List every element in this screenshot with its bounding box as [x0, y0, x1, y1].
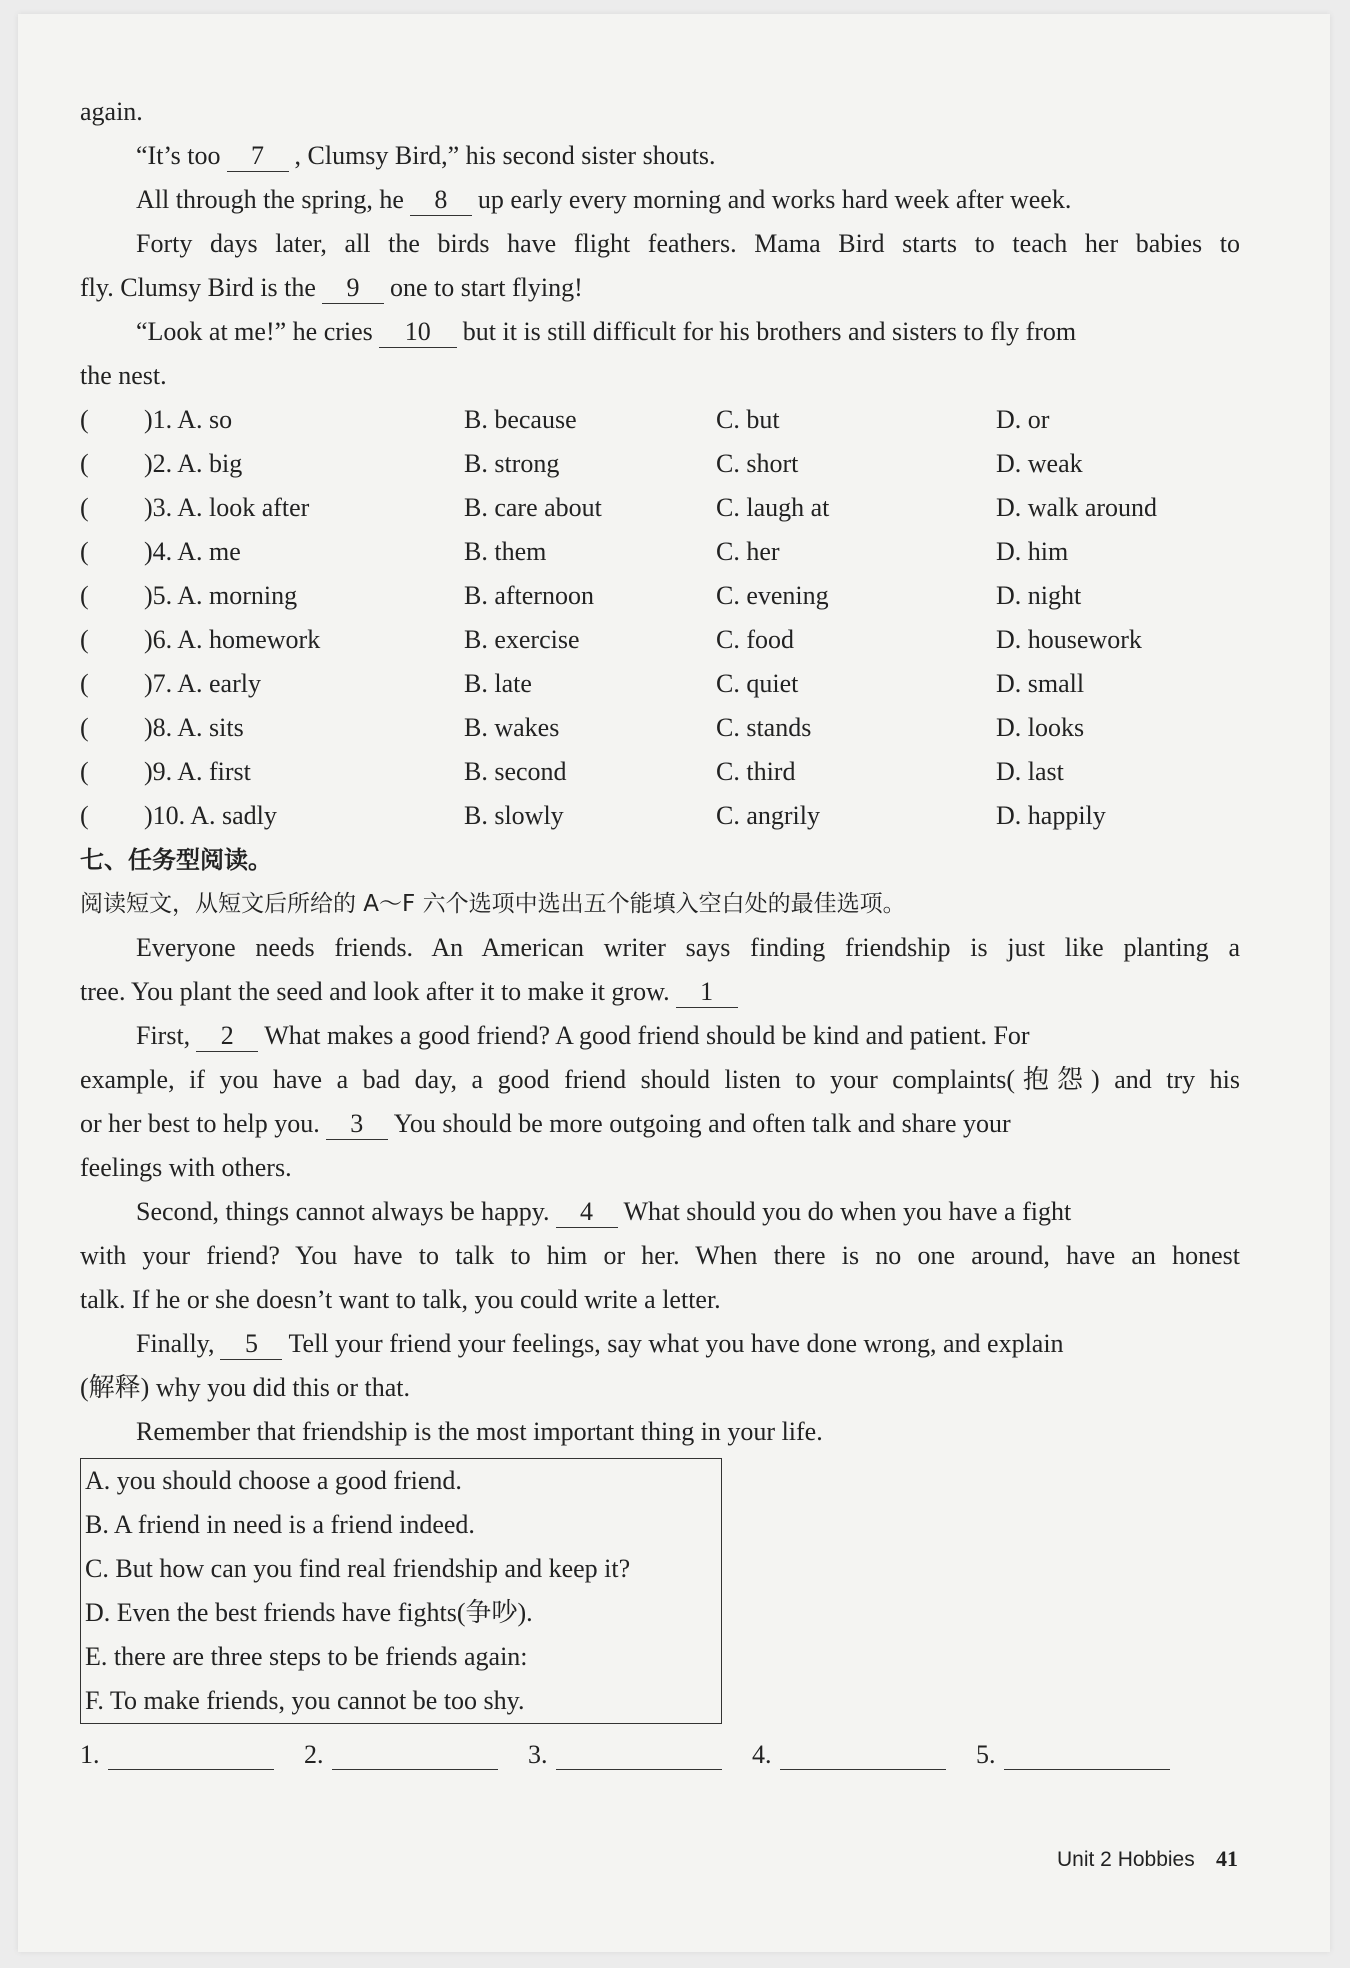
option-a: )7. A. early	[144, 669, 261, 698]
answer-underline[interactable]	[780, 1741, 946, 1770]
option-d: D. walk around	[996, 493, 1158, 522]
text: Forty days later, all the birds have flight feathers. Mama Bird starts to teach her babies to	[136, 229, 1240, 258]
text: again.	[80, 97, 143, 126]
option-row	[80, 618, 1240, 662]
answer-paren[interactable]: (	[80, 713, 89, 742]
option-c: C. quiet	[716, 669, 799, 698]
answer-paren[interactable]: (	[80, 625, 89, 654]
passage-line	[80, 134, 1240, 178]
text: up early every morning and works hard week after week.	[477, 185, 1072, 214]
passage-line	[80, 926, 1240, 970]
answer-label: 4.	[752, 1740, 772, 1769]
text: Second, things cannot always be happy.	[136, 1197, 550, 1226]
option-a: )8. A. sits	[144, 713, 244, 742]
text: example, if you have a bad day, a good friend should listen to your complaints(抱怨) and try his	[80, 1065, 1240, 1094]
text: or her best to help you.	[80, 1109, 320, 1138]
text: Everyone needs friends. An American writer says finding friendship is just like planting a	[136, 933, 1240, 962]
text: talk. If he or she doesn’t want to talk, you could write a letter.	[80, 1285, 721, 1314]
answer-paren[interactable]: (	[80, 669, 89, 698]
passage-line	[80, 178, 1240, 222]
option-a: )4. A. me	[144, 537, 241, 566]
option-row	[80, 530, 1240, 574]
passage-line	[80, 266, 1240, 310]
answer-paren[interactable]: (	[80, 757, 89, 786]
option-c: C. third	[716, 757, 796, 786]
option-a: )5. A. morning	[144, 581, 298, 610]
answer-2[interactable]	[304, 1740, 498, 1770]
answer-label: 2.	[304, 1740, 324, 1769]
answer-paren[interactable]: (	[80, 405, 89, 434]
option-c: C. short	[716, 449, 799, 478]
text: with your friend? You have to talk to him or her. When there is no one around, have an honest	[80, 1241, 1240, 1270]
option-a: )9. A. first	[144, 757, 251, 786]
option-c: C. angrily	[716, 801, 820, 830]
answer-lines	[80, 1730, 1240, 1790]
option-b: B. second	[464, 757, 567, 786]
passage-line	[80, 1102, 1240, 1146]
option-c: C. but	[716, 405, 780, 434]
section-instruction: 阅读短文，从短文后所给的 A～F 六个选项中选出五个能填入空白处的最佳选项。	[80, 891, 906, 917]
option-b: B. wakes	[464, 713, 560, 742]
option-d: D. him	[996, 537, 1069, 566]
passage-line	[80, 1366, 1240, 1410]
option-row	[80, 574, 1240, 618]
option-d: D. or	[996, 405, 1050, 434]
option-d: D. weak	[996, 449, 1083, 478]
option-c: C. food	[716, 625, 794, 654]
option-c: C. her	[716, 537, 780, 566]
blank-4[interactable]: 4	[556, 1197, 618, 1228]
option-row	[80, 706, 1240, 750]
answer-5[interactable]	[976, 1740, 1170, 1770]
choice-item: E. there are three steps to be friends again:	[85, 1642, 528, 1671]
page-content	[80, 90, 1240, 1790]
passage-line	[80, 1322, 1240, 1366]
passage-line	[80, 1014, 1240, 1058]
choice-item: B. A friend in need is a friend indeed.	[85, 1510, 475, 1539]
option-c: C. stands	[716, 713, 812, 742]
option-row	[80, 662, 1240, 706]
text: (解释) why you did this or that.	[80, 1373, 411, 1402]
choice-item: F. To make friends, you cannot be too shy.	[85, 1686, 525, 1715]
unit-title: Unit 2 Hobbies	[1057, 1848, 1195, 1871]
page-number: 41	[1216, 1846, 1238, 1871]
option-a: )1. A. so	[144, 405, 233, 434]
choices-box	[80, 1458, 722, 1724]
text: You should be more outgoing and often talk and share your	[393, 1109, 1011, 1138]
option-b: B. slowly	[464, 801, 564, 830]
option-d: D. small	[996, 669, 1085, 698]
option-b: B. afternoon	[464, 581, 594, 610]
option-a: )3. A. look after	[144, 493, 310, 522]
text: Finally,	[136, 1329, 215, 1358]
option-d: D. housework	[996, 625, 1142, 654]
option-d: D. looks	[996, 713, 1085, 742]
answer-paren[interactable]: (	[80, 537, 89, 566]
option-b: B. late	[464, 669, 532, 698]
option-b: B. because	[464, 405, 577, 434]
passage-line	[80, 1058, 1240, 1102]
option-row	[80, 398, 1240, 442]
text: “It’s too	[136, 141, 221, 170]
answer-4[interactable]	[752, 1740, 946, 1770]
blank-5[interactable]: 5	[220, 1329, 282, 1360]
passage-line	[80, 1410, 1240, 1454]
passage-line	[80, 1234, 1240, 1278]
text: one to start flying!	[389, 273, 583, 302]
passage-line	[80, 1190, 1240, 1234]
blank-1[interactable]: 1	[676, 977, 738, 1008]
option-c: C. evening	[716, 581, 829, 610]
option-a: )6. A. homework	[144, 625, 321, 654]
option-b: B. exercise	[464, 625, 580, 654]
passage-line	[80, 90, 1240, 134]
option-d: D. last	[996, 757, 1064, 786]
blank-7[interactable]: 7	[227, 141, 289, 172]
blank-3[interactable]: 3	[326, 1109, 388, 1140]
section-heading: 七、任务型阅读。	[80, 846, 272, 874]
blank-8[interactable]: 8	[410, 185, 472, 216]
passage-line	[80, 310, 1240, 354]
blank-2[interactable]: 2	[196, 1021, 258, 1052]
answer-label: 5.	[976, 1740, 996, 1769]
options-list	[80, 398, 1240, 838]
answer-underline[interactable]	[332, 1741, 498, 1770]
option-b: B. them	[464, 537, 547, 566]
text: All through the spring, he	[136, 185, 404, 214]
text: Tell your friend your feelings, say what you have done wrong, and explain	[288, 1329, 1064, 1358]
answer-underline[interactable]	[556, 1741, 722, 1770]
option-b: B. care about	[464, 493, 602, 522]
answer-paren[interactable]: (	[80, 801, 89, 830]
option-a: )10. A. sadly	[144, 801, 277, 830]
answer-underline[interactable]	[1004, 1741, 1170, 1770]
text: “Look at me!” he cries	[136, 317, 373, 346]
page-footer	[1057, 1846, 1238, 1872]
blank-9[interactable]: 9	[322, 273, 384, 304]
passage-line	[80, 970, 1240, 1014]
option-d: D. happily	[996, 801, 1106, 830]
text: feelings with others.	[80, 1153, 292, 1182]
option-a: )2. A. big	[144, 449, 243, 478]
text: , Clumsy Bird,” his second sister shouts.	[294, 141, 716, 170]
option-row	[80, 750, 1240, 794]
option-row	[80, 486, 1240, 530]
text: tree. You plant the seed and look after it to make it grow.	[80, 977, 670, 1006]
answer-paren[interactable]: (	[80, 493, 89, 522]
option-d: D. night	[996, 581, 1082, 610]
text: the nest.	[80, 361, 167, 390]
text: What should you do when you have a fight	[623, 1197, 1072, 1226]
worksheet-page	[18, 14, 1330, 1952]
answer-label: 1.	[80, 1740, 100, 1769]
answer-paren[interactable]: (	[80, 581, 89, 610]
option-row	[80, 442, 1240, 486]
text: Remember that friendship is the most important thing in your life.	[136, 1417, 823, 1446]
option-c: C. laugh at	[716, 493, 830, 522]
text: First,	[136, 1021, 191, 1050]
text: What makes a good friend? A good friend should be kind and patient. For	[264, 1021, 1030, 1050]
answer-3[interactable]	[528, 1740, 722, 1770]
choice-item: C. But how can you find real friendship and keep it?	[85, 1554, 631, 1583]
answer-underline[interactable]	[108, 1741, 274, 1770]
answer-label: 3.	[528, 1740, 548, 1769]
option-b: B. strong	[464, 449, 560, 478]
passage-line	[80, 1146, 1240, 1190]
passage-line	[80, 1278, 1240, 1322]
text: but it is still difficult for his brothers and sisters to fly from	[462, 317, 1077, 346]
choice-item: D. Even the best friends have fights(争吵).	[85, 1598, 533, 1627]
passage-line	[80, 222, 1240, 266]
passage-line	[80, 354, 1240, 398]
option-row	[80, 794, 1240, 838]
text: fly. Clumsy Bird is the	[80, 273, 316, 302]
answer-1[interactable]	[80, 1740, 274, 1770]
answer-paren[interactable]: (	[80, 449, 89, 478]
blank-10[interactable]: 10	[379, 317, 457, 348]
choice-item: A. you should choose a good friend.	[85, 1466, 462, 1495]
